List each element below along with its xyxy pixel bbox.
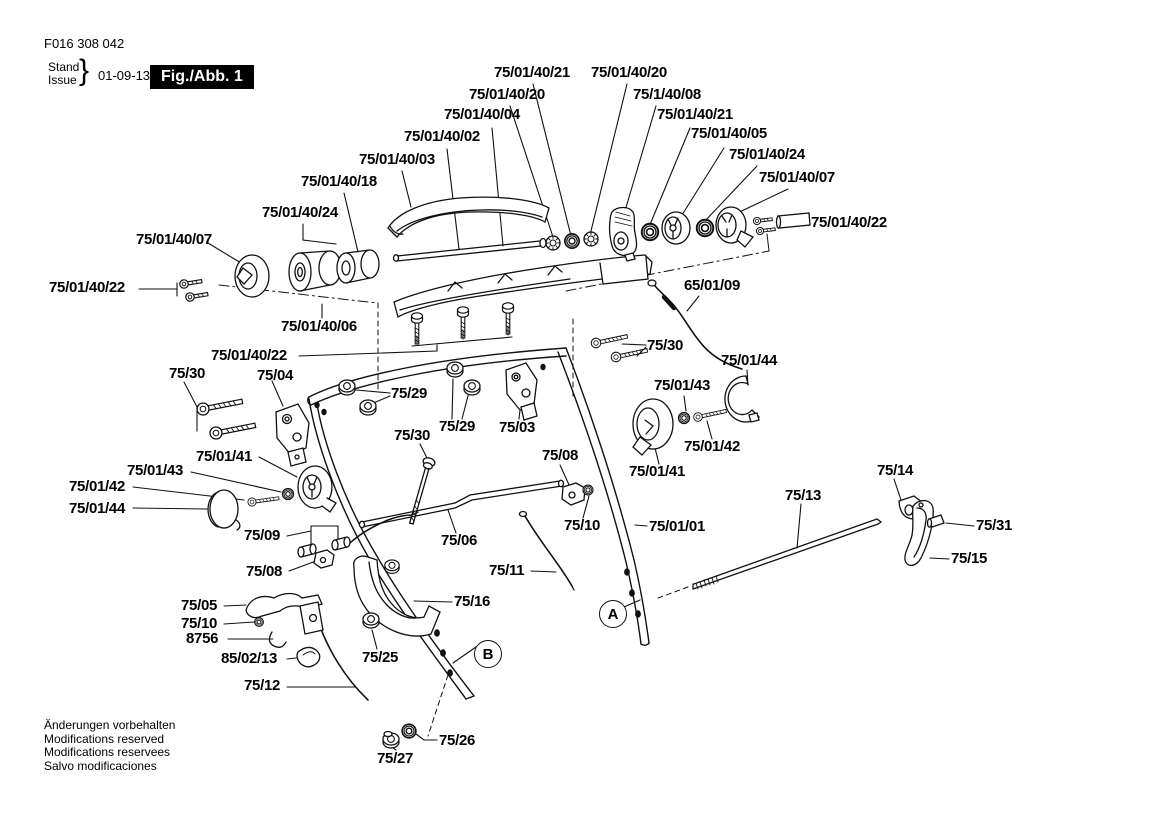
part-label-8: 75/01/40/03	[359, 151, 435, 168]
part-label-37: 75/10	[564, 517, 601, 534]
part-label-14: 75/01/40/07	[136, 231, 212, 248]
part-label-41: 75/06	[441, 532, 478, 549]
part-label-4: 75/01/40/04	[444, 106, 520, 123]
part-label-29: 75/08	[542, 447, 579, 464]
footer-line-de: Änderungen vorbehalten	[44, 718, 176, 732]
callout-a-circle: A	[599, 600, 627, 628]
part-label-42: 75/15	[951, 550, 988, 567]
part-label-44: 75/11	[489, 562, 525, 579]
part-label-50: 75/25	[362, 649, 399, 666]
part-label-11: 75/01/40/07	[759, 169, 835, 186]
part-label-34: 75/01/42	[69, 478, 125, 495]
part-label-45: 75/16	[454, 593, 491, 610]
part-label-23: 75/29	[391, 385, 428, 402]
part-label-2: 75/01/40/20	[469, 86, 545, 103]
bottom-fasteners	[383, 724, 416, 748]
rod-and-trigger	[693, 496, 944, 589]
part-label-16: 65/01/09	[684, 277, 740, 294]
part-label-49: 85/02/13	[221, 650, 277, 667]
stand-label: Stand	[48, 60, 80, 74]
part-label-24: 75/01/43	[654, 377, 710, 394]
part-label-31: 75/01/43	[127, 462, 183, 479]
part-label-27: 75/30	[394, 427, 431, 444]
right-roller-assembly	[546, 207, 810, 261]
part-label-39: 75/31	[976, 517, 1013, 534]
part-label-0: 75/01/40/21	[494, 64, 570, 81]
footer-line-en: Modifications reserved	[44, 731, 165, 746]
part-label-21: 75/30	[169, 365, 206, 382]
footer-line-es: Salvo modificaciones	[44, 758, 157, 773]
part-label-32: 75/01/41	[629, 463, 685, 480]
callout-b-circle: B	[474, 640, 502, 668]
part-label-52: 75/26	[439, 732, 476, 749]
part-label-51: 75/12	[244, 677, 281, 694]
part-label-25: 75/29	[439, 418, 476, 435]
part-label-3: 75/1/40/08	[633, 86, 701, 103]
part-label-30: 75/01/41	[196, 448, 252, 465]
part-label-6: 75/01/40/02	[404, 128, 480, 145]
part-label-20: 75/01/44	[721, 352, 777, 369]
part-label-38: 75/01/01	[649, 518, 705, 535]
left-mount-parts	[208, 466, 336, 530]
part-label-53: 75/27	[377, 750, 414, 767]
footer-notes	[44, 719, 175, 773]
part-label-22: 75/04	[257, 367, 294, 384]
part-label-36: 75/01/44	[69, 500, 125, 517]
part-label-10: 75/01/40/18	[301, 173, 377, 190]
part-label-18: 75/01/40/22	[211, 347, 287, 364]
part-label-19: 75/30	[647, 337, 684, 354]
part-label-17: 75/01/40/06	[281, 318, 357, 335]
part-label-26: 75/03	[499, 419, 536, 436]
figure-badge: Fig./Abb. 1	[150, 65, 254, 89]
document-part-number: F016 308 042	[44, 36, 125, 51]
part-label-40: 75/09	[244, 527, 281, 544]
part-label-5: 75/01/40/21	[657, 106, 733, 123]
part-label-28: 75/01/42	[684, 438, 740, 455]
brace-glyph: }	[79, 54, 90, 87]
upper-roller-assembly	[179, 250, 379, 302]
stand-issue-label	[48, 61, 79, 87]
part-label-46: 75/05	[181, 597, 218, 614]
part-label-13: 75/01/40/22	[811, 214, 887, 231]
part-label-47: 75/10	[181, 615, 218, 632]
issue-date: 01-09-13	[98, 68, 151, 83]
part-label-48: 8756	[186, 630, 219, 647]
part-label-7: 75/01/40/05	[691, 125, 767, 142]
part-label-1: 75/01/40/20	[591, 64, 667, 81]
part-label-33: 75/14	[877, 462, 914, 479]
part-label-43: 75/08	[246, 563, 283, 580]
part-label-15: 75/01/40/22	[49, 279, 125, 296]
part-label-12: 75/01/40/24	[262, 204, 338, 221]
footer-line-fr: Modifications reservees	[44, 745, 171, 759]
part-label-9: 75/01/40/24	[729, 146, 805, 163]
issue-label: Issue	[48, 73, 77, 87]
part-label-35: 75/13	[785, 487, 822, 504]
